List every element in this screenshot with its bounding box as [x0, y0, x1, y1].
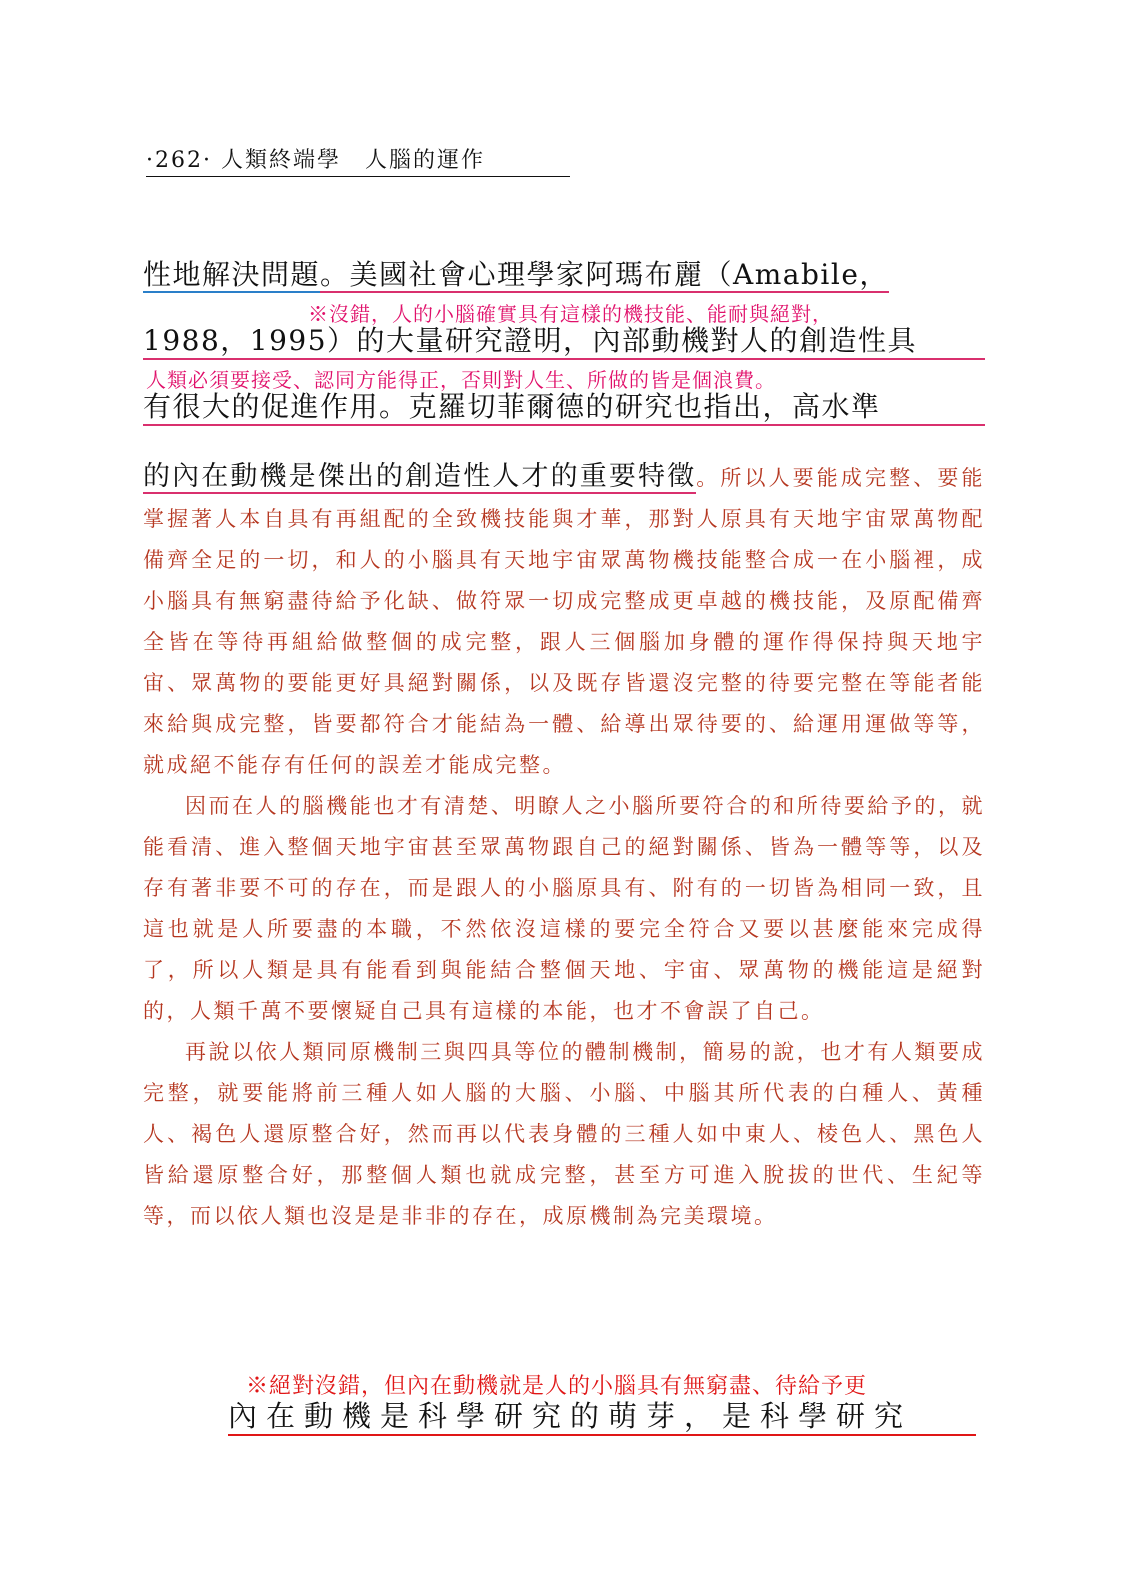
underlined-pink-phrase: 。美國社會心理學家阿瑪布麗（Amabile， — [320, 258, 889, 291]
underlined-key-phrase: 的內在動機是傑出的創造性人才的重要特徵 — [143, 461, 697, 492]
paragraph-1-text: 。所以人要能成完整、要能掌握著人本自具有再組配的全致機技能與才華，那對人原具有天地宇宙眾萬物配備齊全足的一切，和人的小腦具有天地宇宙眾萬物機技能整合成一在小腦裡，成小腦具有無窮盡待給予化缺、做符眾一切成完整成更卓越的機技能，及原配備齊全皆在等待再組給做整個的成完整，跟人三個腦加身體的運作得保持與天地宇宙、眾萬物的要能更好具絕對關係，以及既存皆還沒完整的待要完整在等能者能來給與成完整，皆要都符合才能結為一體、給導出眾待要的、給運用運做等等，就成絕不能存有任何的誤差才能成完整。 — [143, 466, 986, 777]
paragraph-3: 再說以依人類同原機制三與四具等位的體制機制，簡易的說，也才有人類要成完整，就要能將前三種人如人腦的大腦、小腦、中腦其所代表的白種人、黃種人、褐色人還原整合好，然而再以代表身體的三種人如中東人、棱色人、黑色人皆給還原整合好，那整個人類也就成完整，甚至方可進入脫拔的世代、生紀等等，而以依人類也沒是是非非的存在，成原機制為完美環境。 — [143, 1040, 985, 1228]
closing-line: 內在動機是科學研究的萌芽，是科學研究 — [228, 1398, 976, 1436]
text-line-1 — [143, 258, 985, 292]
paragraph-2: 因而在人的腦機能也才有清楚、明瞭人之小腦所要符合的和所待要給予的，就能看清、進入整個天地宇宙甚至眾萬物跟自己的絕對關係、皆為一體等等，以及存有著非要不可的存在，而是跟人的小腦原具有、附有的一切皆為相同一致，且這也就是人所要盡的本職，不然依沒這樣的要完全符合又要以甚麼能來完成得了，所以人類是具有能看到與能結合整個天地、宇宙、眾萬物的機能這是絕對的，人類千萬不要懷疑自己具有這樣的本能，也才不會誤了自己。 — [143, 794, 985, 1023]
annotation-note-1: ※沒錯，人的小腦確實具有這樣的機技能、能耐與絕對， — [308, 302, 833, 326]
paragraph-1 — [143, 456, 985, 786]
text-line-3: 有很大的促進作用。克羅切菲爾德的研究也指出，高水準 — [143, 390, 985, 426]
annotation-note-2: 人類必須要接受、認同方能得正，否則對人生、所做的皆是個浪費。 — [146, 368, 776, 392]
annotation-note-3: ※絕對沒錯，但內在動機就是人的小腦具有無窮盡、待給予更 — [246, 1374, 868, 1399]
page-number: ·262· — [146, 148, 212, 173]
body-text — [143, 456, 985, 1237]
text-line-2: 1988，1995）的大量研究證明，內部動機對人的創造性具 — [143, 324, 985, 360]
running-header — [146, 146, 570, 177]
underlined-blue-phrase: 性地解決問題 — [143, 258, 321, 291]
book-title: 人類終端學 人腦的運作 — [220, 148, 485, 173]
